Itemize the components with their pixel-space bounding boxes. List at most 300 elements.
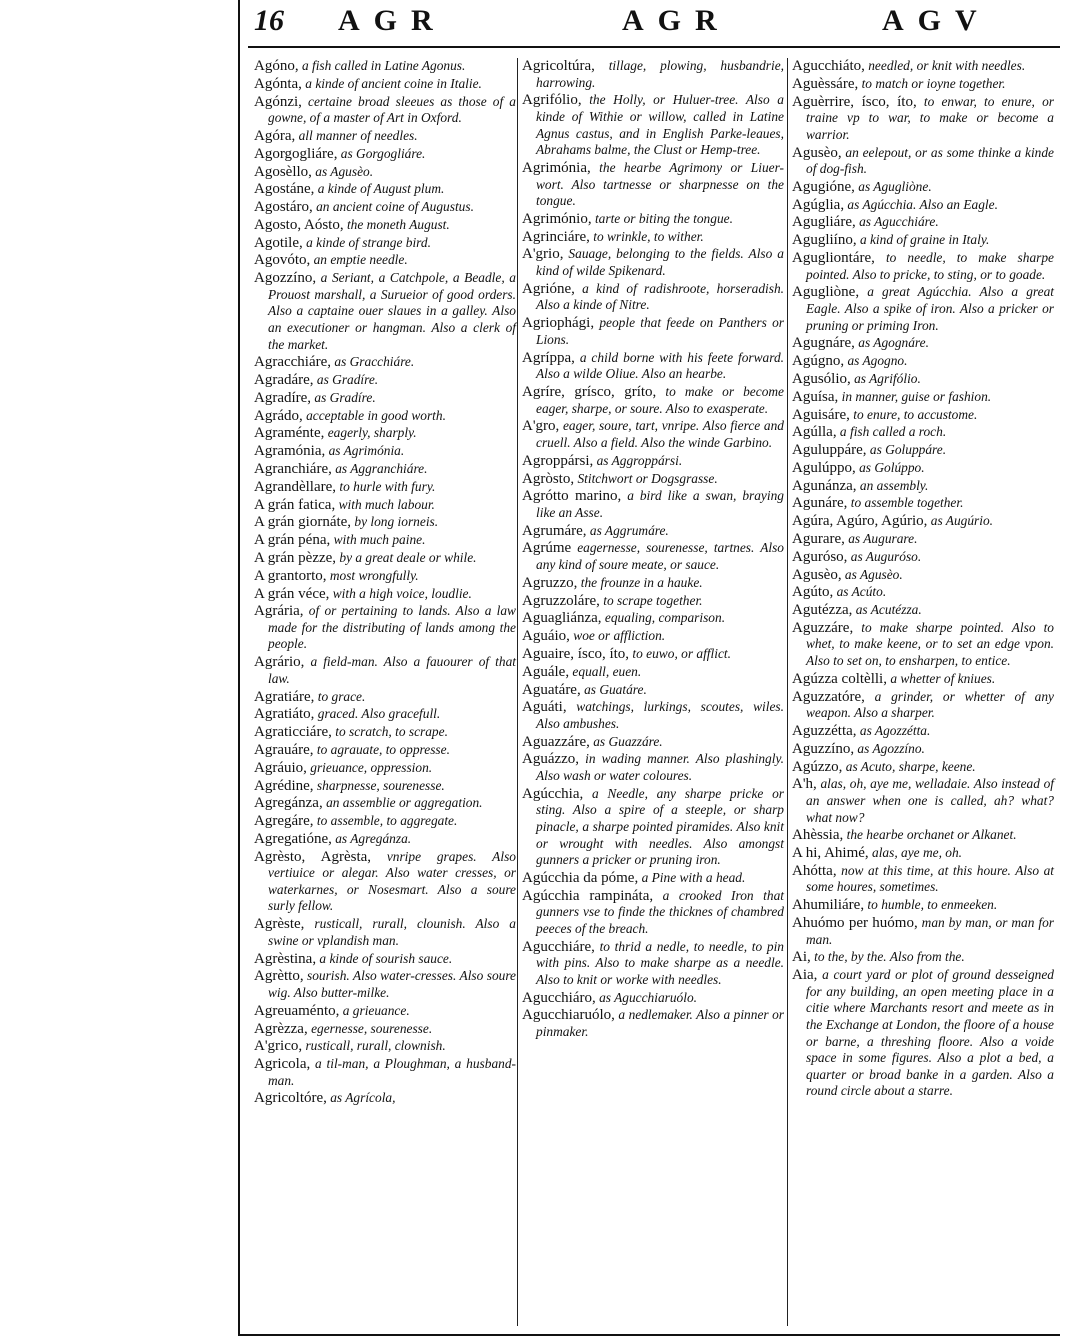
entry-definition: to match or ioyne together. — [858, 75, 1006, 91]
header-right-guideword: AGV — [882, 4, 991, 37]
entry-headword: Agrúme — [522, 540, 572, 557]
entry-definition: people that feede on Panthers or Lions. — [536, 315, 784, 347]
entry-headword: Agrário, — [254, 654, 305, 671]
dictionary-entry — [792, 335, 1054, 352]
dictionary-entry — [254, 568, 516, 585]
dictionary-entry — [792, 531, 1054, 548]
entry-definition: to enure, to accustome. — [849, 406, 978, 422]
dictionary-entry — [792, 353, 1054, 370]
entry-definition: as Gorgogliáre. — [337, 145, 426, 161]
entry-headword: Agónzi, — [254, 93, 302, 110]
dictionary-entry — [254, 497, 516, 514]
entry-headword: Agradíre, — [254, 389, 312, 406]
entry-headword: A grán giornáte, — [254, 514, 352, 531]
dictionary-entry — [792, 620, 1054, 670]
entry-headword: Agrèste, — [254, 916, 305, 933]
entry-definition: in wading manner. Also plashingly. Also wash or water coloures. — [536, 751, 784, 784]
entry-definition: a Needle, any sharpe pricke or sting. Also a spire of a steeple, or sharp pinacle, a sharpe pointed piramides. Also knit or wrought with needles. Also amongst gunners a pricker or pruning iron. — [536, 785, 784, 868]
dictionary-entry — [522, 786, 784, 869]
entry-headword: Agriophági, — [522, 315, 595, 332]
entry-definition: grieuance, oppression. — [306, 759, 433, 775]
dictionary-entry — [792, 389, 1054, 406]
dictionary-entry — [254, 849, 516, 915]
entry-headword: A grantorto, — [254, 567, 327, 584]
entry-headword: A grán péna, — [254, 532, 331, 549]
entry-definition: tarte or biting the tongue. — [591, 210, 733, 226]
entry-headword: Agrèstina, — [254, 950, 317, 967]
dictionary-entry — [254, 252, 516, 269]
dictionary-entry — [792, 549, 1054, 566]
entry-definition: as Aggrumáre. — [586, 522, 669, 538]
entry-headword: Agríppa, — [522, 349, 575, 366]
entry-definition: with a high voice, loudlie. — [329, 585, 472, 601]
column-divider-2 — [787, 58, 788, 1326]
entry-definition: rusticall, rurall, clownish. — [302, 1038, 446, 1054]
entry-definition: an assembly. — [856, 477, 929, 493]
entry-headword: Aguále, — [522, 663, 570, 680]
page-border-bottom — [238, 1334, 1060, 1336]
entry-headword: Agúcchia, — [522, 785, 584, 802]
entry-headword: Agrifólio, — [522, 92, 582, 109]
dictionary-entry — [522, 699, 784, 732]
column-divider-1 — [517, 58, 518, 1326]
entry-headword: Agónta, — [254, 75, 302, 92]
entry-headword: A grán fatica, — [254, 496, 336, 513]
entry-headword: Aguagliánza, — [522, 610, 602, 627]
dictionary-entry — [522, 540, 784, 573]
entry-definition: most wrongfully. — [326, 567, 419, 583]
entry-headword: Agunáre, — [792, 495, 848, 512]
entry-definition: by a great deale or while. — [336, 549, 477, 565]
dictionary-entry — [254, 479, 516, 496]
entry-definition: now at this time, at this houre. Also at some houres, sometimes. — [806, 862, 1054, 895]
entry-definition: as Auguróso. — [847, 548, 922, 564]
entry-headword: Agrèzza, — [254, 1020, 308, 1037]
dictionary-entry — [522, 888, 784, 938]
dictionary-entry — [522, 575, 784, 592]
dictionary-entry — [254, 58, 516, 75]
entry-definition: sourish. Also water-cresses. Also soure wig. Also butter-milke. — [268, 968, 516, 1000]
dictionary-entry — [254, 514, 516, 531]
entry-definition: as Agozzétta. — [856, 723, 931, 738]
dictionary-entry — [792, 584, 1054, 601]
dictionary-entry — [254, 1003, 516, 1020]
entry-headword: Agostáro, — [254, 199, 313, 216]
entry-definition: as Guatáre. — [580, 681, 647, 697]
dictionary-entry — [522, 471, 784, 488]
entry-headword: Agrédine, — [254, 777, 314, 794]
dictionary-entry — [792, 284, 1054, 334]
dictionary-entry — [254, 94, 516, 127]
entry-headword: Agracchiáre, — [254, 354, 332, 371]
page-number: 16 — [254, 4, 284, 37]
entry-headword: Agugliontáre, — [792, 250, 875, 267]
entry-headword: Ahèssia, — [792, 827, 844, 844]
entry-definition: tillage, plowing, husbandrie, harrowing. — [536, 58, 784, 90]
dictionary-entry — [792, 741, 1054, 758]
entry-definition: as Acúto. — [833, 584, 887, 600]
dictionary-entry — [522, 990, 784, 1007]
entry-headword: A grán véce, — [254, 585, 330, 602]
dictionary-entry — [254, 586, 516, 603]
dictionary-entry — [254, 968, 516, 1001]
entry-headword: Aguáti, — [522, 699, 567, 716]
entry-definition: with much labour. — [335, 496, 435, 512]
dictionary-entry — [792, 513, 1054, 530]
dictionary-entry — [254, 235, 516, 252]
entry-definition: graced. Also gracefull. — [314, 706, 441, 722]
dictionary-entry — [792, 495, 1054, 512]
dictionary-entry — [792, 250, 1054, 283]
entry-headword: Agúcchia rampináta, — [522, 887, 654, 904]
entry-definition: to needle, to make sharpe pointed. Also to pricke, to sting, or to goade. — [806, 250, 1054, 282]
entry-definition: as Agucchiáre. — [855, 214, 939, 230]
entry-definition: to scrape together. — [599, 592, 703, 608]
entry-definition: sharpnesse, sourenesse. — [313, 777, 445, 793]
dictionary-entry — [792, 179, 1054, 196]
entry-definition: a nedlemaker. Also a pinner or pinmaker. — [536, 1007, 784, 1040]
entry-headword: Agusèo, — [792, 144, 842, 161]
dictionary-entry — [522, 281, 784, 314]
dictionary-entry — [792, 863, 1054, 896]
entry-headword: Aguzzáre, — [792, 619, 854, 636]
entry-headword: Agròsto, — [522, 470, 575, 487]
entry-definition: Stitchwort or Dogsgrasse. — [574, 470, 718, 486]
entry-definition: as Augúrio. — [927, 513, 994, 529]
entry-headword: Agucchiáto, — [792, 58, 865, 74]
entry-definition: a crooked Iron that gunners vse to finde the thicknes of chambred peeces of the breach. — [536, 887, 784, 936]
entry-definition: as Agregánza. — [331, 830, 412, 846]
dictionary-entry — [254, 199, 516, 216]
entry-headword: Agurare, — [792, 530, 845, 547]
dictionary-page — [238, 0, 1060, 1336]
entry-definition: Sauage, belonging to the fields. Also a kind of wilde Spikenard. — [536, 246, 784, 279]
entry-headword: Ahuómo per huómo, — [792, 915, 918, 932]
entry-definition: in manner, guise or fashion. — [838, 388, 992, 404]
entry-headword: Agugliíno, — [792, 232, 857, 249]
dictionary-entry — [522, 211, 784, 228]
page-border-left — [238, 0, 240, 1336]
entry-definition: watchings, lurkings, scoutes, wiles. Also ambushes. — [536, 699, 784, 731]
entry-definition: the hearbe orchanet or Alkanet. — [843, 827, 1017, 843]
dictionary-entry — [254, 654, 516, 687]
entry-headword: Aguèrrire, ísco, íto, — [792, 93, 917, 110]
dictionary-entry — [792, 58, 1054, 75]
dictionary-entry — [254, 795, 516, 812]
entry-definition: certaine broad sleeues as those of a gowne, of a master of Art in Oxford. — [268, 93, 516, 126]
entry-definition: as Agúcchia. Also an Eagle. — [844, 196, 998, 212]
entry-definition: a fish called in Latine Agonus. — [298, 58, 466, 73]
entry-headword: A hi, Ahimé, — [792, 845, 869, 862]
entry-headword: Agrandèllare, — [254, 478, 337, 495]
dictionary-entry — [522, 384, 784, 417]
entry-definition: alas, oh, aye me, welladaie. Also instead of an answer when one is called, ah? what? what now? — [806, 776, 1054, 825]
entry-headword: Aguzzatóre, — [792, 688, 865, 705]
entry-definition: of or pertaining to lands. Also a law made for the distributing of lands among the people. — [268, 603, 516, 652]
entry-headword: Aguázzo, — [522, 751, 580, 768]
entry-headword: Agregánza, — [254, 795, 323, 812]
entry-definition: to humble, to enmeeken. — [864, 897, 998, 913]
entry-headword: Ai, — [792, 949, 811, 966]
entry-definition: as Agognáre. — [854, 335, 929, 351]
entries-column-1 — [254, 58, 516, 1108]
entries-column-2 — [522, 58, 784, 1042]
dictionary-entry — [254, 706, 516, 723]
dictionary-entry — [522, 664, 784, 681]
entry-definition: to make sharpe pointed. Also to whet, to make keene, or to set an edge vpon. Also to set on, to ensharpen, to entice. — [806, 619, 1054, 669]
entry-definition: all manner of needles. — [295, 127, 418, 143]
entry-headword: Agratiáre, — [254, 688, 315, 705]
dictionary-entry — [522, 870, 784, 887]
entry-definition: as Aggroppársi. — [593, 452, 683, 468]
entry-headword: Agraménte, — [254, 425, 325, 442]
entry-definition: a Pine with a head. — [638, 869, 746, 885]
dictionary-entry — [522, 682, 784, 699]
dictionary-entry — [792, 827, 1054, 844]
entry-headword: Agúra, Agúro, Agúrio, — [792, 513, 928, 530]
dictionary-entry — [254, 1056, 516, 1089]
dictionary-entry — [792, 915, 1054, 948]
entry-headword: Agucchiáro, — [522, 989, 596, 1006]
entry-definition: eagernesse, sourenesse, tartnes. Also any kind of soure meate, or sauce. — [536, 540, 784, 573]
entry-headword: Agotile, — [254, 234, 303, 251]
entry-definition: the moneth August. — [343, 216, 450, 232]
entry-headword: Agúzza coltèlli, — [792, 670, 887, 687]
entry-definition: eager, soure, tart, vnripe. Also fierce and cruell. Also a field. Also the winde Garbino. — [536, 418, 784, 450]
dictionary-entry — [522, 350, 784, 383]
entry-headword: Agrinciáre, — [522, 228, 590, 245]
entry-definition: by long iorneis. — [351, 514, 439, 530]
entry-headword: Aguáio, — [522, 628, 570, 645]
entry-headword: Agrumáre, — [522, 522, 587, 539]
dictionary-entry — [254, 76, 516, 93]
entry-headword: Agóno, — [254, 58, 299, 74]
entry-headword: A grán pèzze, — [254, 549, 337, 566]
entry-headword: Agrauáre, — [254, 741, 314, 758]
entry-headword: Aguisáre, — [792, 406, 850, 423]
entry-definition: a kind of graine in Italy. — [856, 232, 990, 248]
entry-headword: Agricola, — [254, 1056, 311, 1073]
entry-headword: Agrimónia, — [522, 159, 591, 176]
entry-definition: a great Agúcchia. Also a great Eagle. Also a spike of iron. Also a pricker or pruning or priming Iron. — [806, 284, 1054, 333]
entry-headword: Aguzzétta, — [792, 723, 857, 739]
entry-definition: to scratch, to scrape. — [331, 724, 448, 740]
dictionary-entry — [254, 354, 516, 371]
entry-headword: Agrètto, — [254, 968, 304, 985]
entry-definition: as Guazzáre. — [589, 733, 663, 749]
dictionary-entry — [792, 567, 1054, 584]
entry-headword: Agratiáto, — [254, 706, 315, 723]
entry-definition: as Agusèo. — [311, 163, 374, 179]
entry-definition: an emptie needle. — [310, 252, 408, 268]
dictionary-entry — [792, 371, 1054, 388]
entry-definition: to euwo, or afflict. — [629, 645, 731, 661]
entry-headword: Agricoltúra, — [522, 58, 595, 74]
entry-headword: A'grico, — [254, 1038, 303, 1055]
dictionary-entry — [254, 443, 516, 460]
dictionary-entry — [254, 390, 516, 407]
entry-definition: as Gradíre. — [311, 389, 376, 405]
dictionary-entry — [522, 734, 784, 751]
dictionary-entry — [522, 939, 784, 989]
dictionary-entry — [254, 425, 516, 442]
entry-headword: Agosto, Aósto, — [254, 216, 344, 233]
dictionary-entry — [522, 1007, 784, 1040]
dictionary-entry — [792, 197, 1054, 214]
entry-definition: a grieuance. — [339, 1002, 410, 1018]
entry-definition: acceptable in good worth. — [302, 407, 446, 423]
entry-headword: Agucchiaruólo, — [522, 1007, 615, 1024]
entry-headword: Agúzzo, — [792, 758, 843, 775]
entry-definition: an eelepout, or as some thinke a kinde of dog-fish. — [806, 144, 1054, 177]
dictionary-entry — [522, 751, 784, 784]
entry-headword: Agunánza, — [792, 477, 857, 494]
entry-definition: a fish called a roch. — [836, 424, 947, 440]
entry-headword: Agrótto marino, — [522, 488, 622, 505]
entry-headword: Aguatáre, — [522, 681, 581, 698]
dictionary-entry — [792, 424, 1054, 441]
entry-headword: Agusèo, — [792, 566, 842, 583]
entry-headword: Agúlla, — [792, 424, 837, 441]
entry-headword: Agugliòne, — [792, 284, 860, 301]
entry-headword: Agúglia, — [792, 196, 845, 213]
dictionary-entry — [522, 523, 784, 540]
dictionary-entry — [254, 603, 516, 653]
dictionary-entry — [792, 232, 1054, 249]
running-header — [254, 4, 1054, 44]
entry-definition: to assemble, to aggregate. — [313, 813, 458, 829]
dictionary-entry — [254, 1021, 516, 1038]
entry-definition: a bird like a swan, braying like an Asse. — [536, 488, 784, 520]
entry-headword: Aguróso, — [792, 548, 848, 565]
dictionary-entry — [254, 181, 516, 198]
entry-definition: to grace. — [314, 688, 366, 704]
dictionary-entry — [522, 628, 784, 645]
entry-definition: the frounze in a hauke. — [577, 574, 703, 590]
dictionary-entry — [522, 315, 784, 348]
entry-definition: as Agogno. — [844, 353, 908, 369]
entry-headword: Agúgno, — [792, 353, 845, 370]
entry-headword: Agozzíno, — [254, 270, 317, 287]
dictionary-entry — [254, 408, 516, 425]
dictionary-entry — [792, 478, 1054, 495]
dictionary-entry — [792, 967, 1054, 1100]
entry-definition: a whetter of kniues. — [886, 670, 996, 686]
entry-definition: as Agrimónia. — [325, 443, 405, 459]
entry-definition: as Agozzíno. — [854, 740, 925, 756]
dictionary-entry — [792, 759, 1054, 776]
entry-definition: as Aggranchiáre. — [331, 461, 428, 477]
entry-definition: as Acuto, sharpe, keene. — [842, 758, 976, 774]
dictionary-entry — [522, 92, 784, 158]
entry-headword: Agraticciáre, — [254, 724, 332, 741]
dictionary-entry — [254, 831, 516, 848]
dictionary-entry — [522, 593, 784, 610]
dictionary-entry — [792, 214, 1054, 231]
entry-headword: Agroppársi, — [522, 452, 594, 469]
dictionary-entry — [792, 407, 1054, 424]
entry-headword: A'h, — [792, 776, 817, 793]
entry-headword: Agosèllo, — [254, 163, 312, 180]
entry-definition: a kinde of August plum. — [314, 181, 445, 197]
entry-headword: Agugióne, — [792, 178, 855, 195]
dictionary-entry — [792, 460, 1054, 477]
entry-headword: Agricoltóre, — [254, 1090, 327, 1107]
entry-definition: as Goluppáre. — [866, 442, 947, 458]
entry-definition: as Gradíre. — [313, 372, 379, 388]
entry-definition: a kind of radishroote, horseradish. Also a kinde of Nitre. — [536, 280, 784, 313]
entry-definition: as Acutézza. — [852, 602, 922, 618]
entry-headword: Agovóto, — [254, 252, 311, 269]
entry-definition: as Agrifólio. — [850, 370, 921, 386]
dictionary-entry — [792, 776, 1054, 826]
entry-definition: a til-man, a Ploughman, a husband-man. — [268, 1056, 516, 1088]
entry-definition: man by man, or man for man. — [806, 915, 1054, 947]
dictionary-entry — [254, 128, 516, 145]
entry-headword: Agorgogliáre, — [254, 145, 338, 162]
entry-headword: Ahótta, — [792, 862, 837, 879]
dictionary-entry — [254, 1090, 516, 1107]
dictionary-entry — [792, 689, 1054, 722]
entry-headword: Agusólio, — [792, 370, 851, 387]
entry-headword: Agrióne, — [522, 280, 575, 297]
dictionary-entry — [254, 164, 516, 181]
entry-definition: to wrinkle, to wither. — [589, 228, 704, 244]
entry-definition: a kinde of sourish sauce. — [316, 950, 453, 966]
entry-headword: Agregáre, — [254, 813, 314, 830]
dictionary-entry — [792, 602, 1054, 619]
entry-headword: Aguaire, ísco, íto, — [522, 645, 630, 662]
entry-headword: Agranchiáre, — [254, 461, 332, 478]
dictionary-entry — [792, 76, 1054, 93]
dictionary-entry — [522, 418, 784, 451]
entry-definition: woe or affliction. — [569, 628, 666, 644]
dictionary-entry — [254, 778, 516, 795]
entry-headword: Agúto, — [792, 584, 834, 601]
entry-definition: a kinde of strange bird. — [302, 234, 431, 250]
entry-definition: as Agugliòne. — [854, 178, 932, 194]
entry-definition: alas, aye me, oh. — [868, 845, 963, 861]
header-middle-guideword: AGR — [622, 4, 731, 37]
entry-headword: Ahumiliáre, — [792, 897, 865, 914]
dictionary-entry — [792, 442, 1054, 459]
entry-headword: Aguzzíno, — [792, 740, 855, 757]
header-left-guideword: AGR — [338, 4, 447, 37]
entry-definition: to make or become eager, sharpe, or soure. Also to exasperate. — [536, 383, 785, 416]
entry-definition: as Augurare. — [844, 530, 918, 546]
entries-column-3 — [792, 58, 1054, 1101]
entry-definition: the Holly, or Huluer-tree. Also a kinde of Withie or willow, called in Latine Agnus castus, and in English Parke-leaues, Abrahams balme, the Clust or Hemp-tree. — [536, 92, 784, 158]
entry-headword: Aguluppáre, — [792, 442, 867, 459]
entry-headword: Agostáne, — [254, 181, 315, 198]
dictionary-entry — [254, 532, 516, 549]
entry-definition: to the, by the. Also from the. — [810, 949, 965, 965]
dictionary-entry — [792, 145, 1054, 178]
dictionary-entry — [254, 724, 516, 741]
entry-headword: Agóra, — [254, 127, 296, 144]
dictionary-entry — [522, 488, 784, 521]
entry-headword: Agúcchia da póme, — [522, 869, 639, 886]
dictionary-entry — [254, 270, 516, 353]
dictionary-entry — [254, 760, 516, 777]
entry-definition: as Agusèo. — [841, 566, 903, 582]
entry-headword: Agradáre, — [254, 372, 314, 389]
entry-headword: Aguazzáre, — [522, 733, 590, 750]
dictionary-entry — [254, 461, 516, 478]
dictionary-entry — [254, 689, 516, 706]
entry-headword: Aguísa, — [792, 388, 839, 405]
entry-definition: an ancient coine of Augustus. — [312, 199, 474, 215]
